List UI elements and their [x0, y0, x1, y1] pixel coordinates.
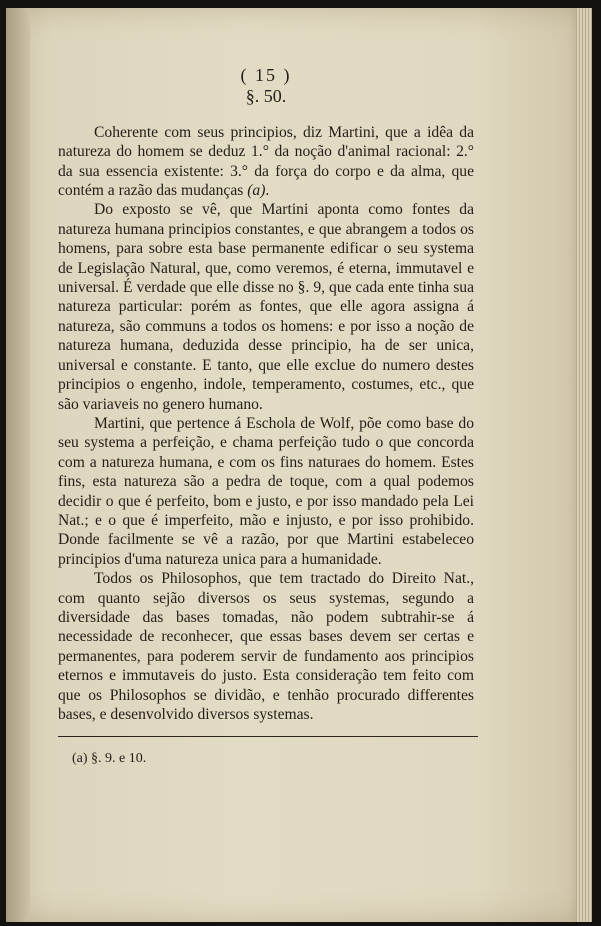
page-edges: [576, 8, 592, 922]
page-gutter: [6, 8, 30, 922]
paragraph-4: Todos os Philosophos, que tem tractado do Direito Nat., com quanto sejão diversos os seus systemas, segundo a diversidade das bases tomadas, não podem subtrahir-se á necessidade de reconhecer, que essas bases devem ser certas e permanentes, para poderem servir de fundamento aos principios eternos e immutaveis do justo. Esta consideração tem feito com que os Philosophos se dividão, e tenhão procurado differentes bases, e desenvolvido diversos systemas.: [58, 570, 474, 723]
page-number: ( 15 ): [240, 65, 292, 85]
paragraph-2: Do exposto se vê, que Martini aponta como fontes da natureza humana principios constantes, e que abrangem a todos os homens, para sobre esta base permanente edificar o seu systema de Legislação Natural, que, como veremos, é eterna, immutavel e universal. É verdade que elle disse no §. 9, que cada ente tinha sua natureza particular: porém as fontes, que elle agora assigna á natureza, são communs a todos os homens: e por isso a noção de natureza humana, deduzida desse principio, ha de ser unica, universal e constante. E tanto, que elle exclue do numero destes principios o engenho, indole, temperamento, costumes, etc., que são variaveis no genero humano.: [58, 201, 474, 413]
paragraph-1-end: .: [265, 182, 270, 200]
paragraph-1-text: Coherente com seus principios, diz Martini, que a idêa da natureza do homem se deduz 1.° da noção d'animal racional: 2.° da sua essencia existente: 3.° da força do corpo e da alma, que contém a razão das mudanças: [58, 123, 474, 200]
section-title: §. 50.: [245, 86, 287, 107]
book-page: [6, 8, 592, 922]
paragraph-1: [58, 123, 474, 201]
page-text-block: [58, 66, 474, 769]
footnote-rule: [58, 736, 478, 737]
footnote-ref: (a): [247, 182, 266, 200]
footnote: (a) §. 9. e 10.: [72, 751, 147, 767]
paragraph-3: Martini, que pertence á Eschola de Wolf, põe como base do seu systema a perfeição, e chama perfeição tudo o que concorda com a natureza humana, e com os fins naturaes do homem. Estes fins, esta natureza são a pedra de toque, com a qual podemos decidir o que é perfeito, bom e justo, e por isso mandado pela Lei Nat.; e o que é imperfeito, mão e injusto, e por isso prohibido. Donde facilmente se vê a razão, por que Martini estabeleceo principios d'uma natureza unica para a humanidade.: [58, 414, 474, 568]
